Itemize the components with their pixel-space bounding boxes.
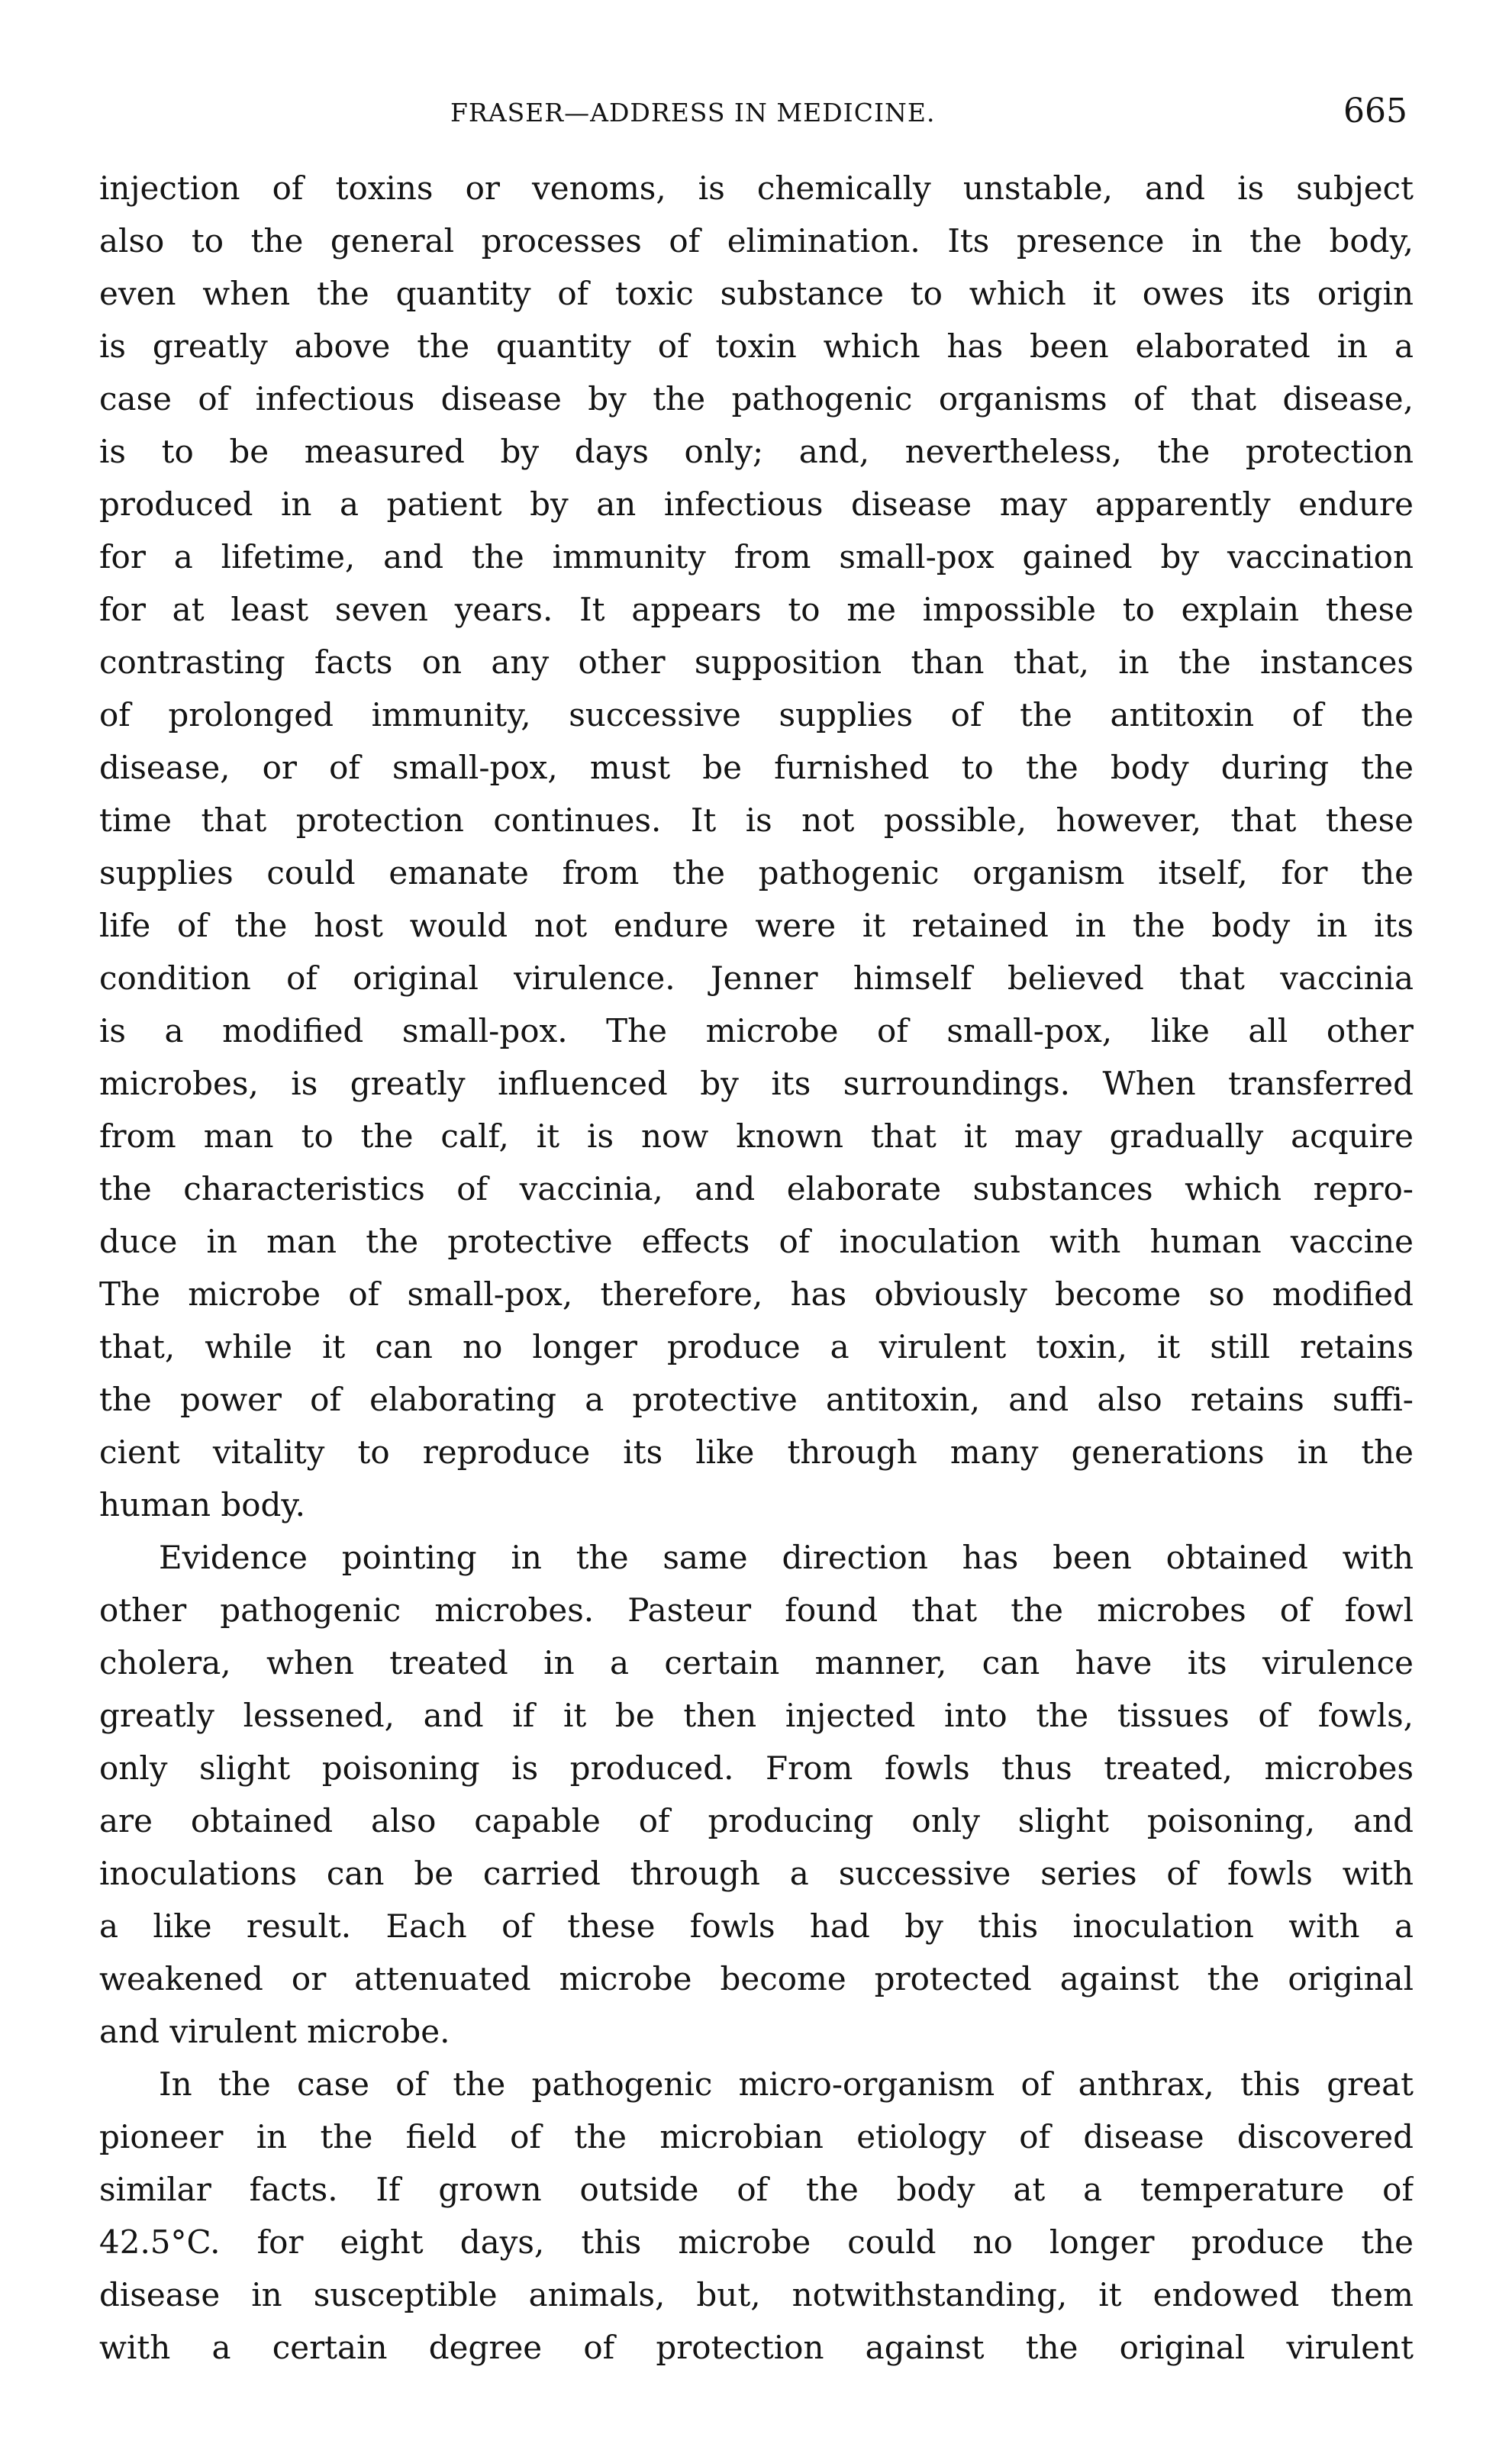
text-line: is to be measured by days only; and, nevertheless, the protection [99,433,1414,470]
text-line: life of the host would not endure were it retained in the body in its [99,907,1414,944]
text-line: from man to the calf, it is now known that it may gradually acquire [99,1117,1414,1155]
text-line: the power of elaborating a protective antitoxin, and also retains suffi- [99,1381,1414,1418]
text-line: other pathogenic microbes. Pasteur found that the microbes of fowl [99,1591,1414,1629]
text-line: microbes, is greatly influenced by its surroundings. When transferred [99,1065,1414,1102]
text-line: that, while it can no longer produce a virulent toxin, it still retains [99,1328,1414,1365]
text-line: greatly lessened, and if it be then injected into the tissues of fowls, [99,1697,1414,1734]
text-line: with a certain degree of protection against the original virulent [99,2329,1414,2366]
text-line: are obtained also capable of producing only slight poisoning, and [99,1802,1414,1839]
text-line: disease in susceptible animals, but, notwithstanding, it endowed them [99,2276,1414,2313]
text-line: 42.5°C. for eight days, this microbe could no longer produce the [99,2223,1414,2261]
text-line: cholera, when treated in a certain manner, can have its virulence [99,1644,1414,1681]
text-line: similar facts. If grown outside of the body at a temperature of [99,2171,1414,2208]
text-line: is a modified small-pox. The microbe of small-pox, like all other [99,1012,1414,1049]
text-line: also to the general processes of elimination. Its presence in the body, [99,222,1414,260]
page-number: 665 [1343,92,1407,131]
text-line: In the case of the pathogenic micro-organism of anthrax, this great [159,2065,1414,2103]
text-line: cient vitality to reproduce its like through many generations in the [99,1433,1414,1471]
text-line: the characteristics of vaccinia, and elaborate substances which repro- [99,1170,1414,1207]
text-line: for at least seven years. It appears to me impossible to explain these [99,591,1414,628]
text-line: inoculations can be carried through a successive series of fowls with [99,1855,1414,1892]
text-line: disease, or of small-pox, must be furnished to the body during the [99,749,1414,786]
text-line: time that protection continues. It is not possible, however, that these [99,801,1414,839]
text-line: and virulent microbe. [99,2013,450,2050]
text-line: produced in a patient by an infectious disease may apparently endure [99,485,1414,523]
text-line: supplies could emanate from the pathogenic organism itself, for the [99,854,1414,891]
text-line: a like result. Each of these fowls had by this inoculation with a [99,1907,1414,1945]
running-header [99,92,1412,145]
text-line: The microbe of small-pox, therefore, has obviously become so modified [99,1275,1414,1313]
text-line: even when the quantity of toxic substance to which it owes its origin [99,275,1414,312]
body-text [99,162,1414,2374]
text-line: is greatly above the quantity of toxin which has been elaborated in a [99,327,1414,365]
text-line: pioneer in the field of the microbian etiology of disease discovered [99,2118,1414,2155]
text-line: injection of toxins or venoms, is chemically unstable, and is subject [99,169,1414,207]
text-line: contrasting facts on any other supposition than that, in the instances [99,643,1414,681]
text-line: for a lifetime, and the immunity from small-pox gained by vaccination [99,538,1414,576]
text-line: of prolonged immunity, successive supplies of the antitoxin of the [99,696,1414,733]
text-line: Evidence pointing in the same direction has been obtained with [159,1539,1414,1576]
text-line: weakened or attenuated microbe become protected against the original [99,1960,1414,1997]
text-line: duce in man the protective effects of inoculation with human vaccine [99,1223,1414,1260]
text-line: human body. [99,1486,305,1523]
text-line: case of infectious disease by the pathogenic organisms of that disease, [99,380,1414,418]
text-line: only slight poisoning is produced. From fowls thus treated, microbes [99,1749,1414,1787]
text-line: condition of original virulence. Jenner himself believed that vaccinia [99,959,1414,997]
running-title: FRASER—ADDRESS IN MEDICINE. [450,98,936,127]
